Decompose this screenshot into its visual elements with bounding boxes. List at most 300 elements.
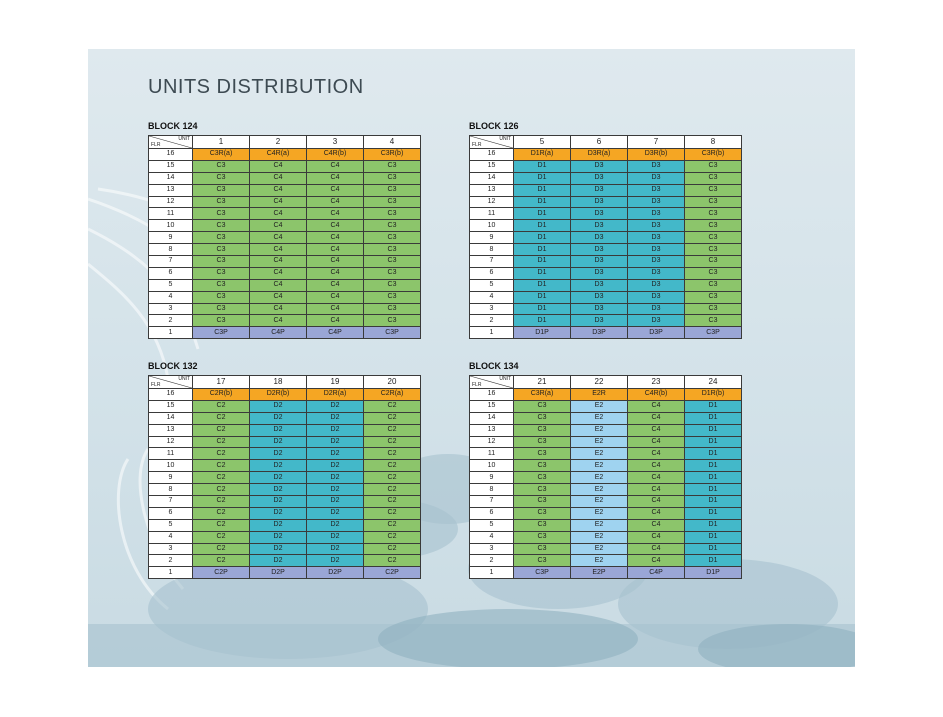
unit-type-cell: C2 — [193, 436, 250, 448]
floor-number-cell: 15 — [470, 400, 514, 412]
unit-label: UNIT — [499, 136, 511, 142]
floor-row — [470, 519, 742, 531]
unit-type-cell: C2 — [364, 496, 421, 508]
unit-type-cell: D2 — [307, 484, 364, 496]
unit-type-cell: C4 — [307, 172, 364, 184]
floor-row — [470, 496, 742, 508]
floor-number-cell: 11 — [149, 208, 193, 220]
unit-type-cell: C3 — [514, 448, 571, 460]
floor-row — [149, 460, 421, 472]
floor-number-cell: 14 — [470, 172, 514, 184]
unit-type-cell: C3 — [364, 184, 421, 196]
floor-number-cell: 8 — [149, 484, 193, 496]
block-title: BLOCK 124 — [148, 121, 198, 131]
floor-number-cell: 16 — [149, 149, 193, 161]
unit-type-cell: D2 — [250, 519, 307, 531]
unit-type-cell: C2 — [364, 412, 421, 424]
unit-type-cell: C3 — [514, 496, 571, 508]
unit-type-cell: C2 — [364, 400, 421, 412]
floor-number-cell: 5 — [149, 519, 193, 531]
floor-row — [149, 327, 421, 339]
unit-type-cell: E2 — [571, 424, 628, 436]
floor-row — [470, 184, 742, 196]
unit-type-cell: C2 — [193, 543, 250, 555]
unit-type-cell: E2 — [571, 555, 628, 567]
unit-type-cell: D2 — [250, 460, 307, 472]
floor-row — [470, 424, 742, 436]
unit-type-cell: D1 — [514, 267, 571, 279]
unit-type-cell: D2R(a) — [307, 389, 364, 401]
unit-type-cell: C3 — [364, 172, 421, 184]
floor-number-cell: 9 — [470, 232, 514, 244]
unit-type-cell: D3 — [628, 267, 685, 279]
unit-type-cell: D3 — [571, 291, 628, 303]
block-126 — [469, 121, 742, 339]
floor-number-cell: 10 — [470, 460, 514, 472]
unit-number-header: 5 — [514, 136, 571, 149]
unit-type-cell: E2R — [571, 389, 628, 401]
floor-row — [149, 555, 421, 567]
unit-type-cell: D2 — [307, 424, 364, 436]
floor-number-cell: 6 — [149, 507, 193, 519]
floor-row — [470, 267, 742, 279]
unit-type-cell: D1 — [685, 531, 742, 543]
unit-type-cell: C4R(a) — [250, 149, 307, 161]
floor-row — [149, 303, 421, 315]
unit-type-cell: C3 — [685, 256, 742, 268]
floor-row — [470, 484, 742, 496]
floor-number-cell: 2 — [149, 315, 193, 327]
unit-type-cell: C3P — [685, 327, 742, 339]
unit-type-cell: C3 — [685, 279, 742, 291]
unit-type-cell: C4 — [307, 196, 364, 208]
unit-type-cell: C4 — [307, 232, 364, 244]
unit-type-cell: E2 — [571, 543, 628, 555]
unit-type-cell: D1 — [514, 160, 571, 172]
unit-type-cell: D1 — [514, 291, 571, 303]
unit-type-cell: D1R(a) — [514, 149, 571, 161]
unit-type-cell: C4 — [307, 279, 364, 291]
unit-type-cell: C3 — [364, 315, 421, 327]
unit-number-header: 2 — [250, 136, 307, 149]
unit-number-header: 1 — [193, 136, 250, 149]
unit-type-cell: E2 — [571, 531, 628, 543]
unit-type-cell: C4 — [307, 267, 364, 279]
page-title: UNITS DISTRIBUTION — [148, 76, 364, 98]
unit-distribution-table — [469, 375, 742, 579]
unit-type-cell: D1 — [685, 484, 742, 496]
unit-type-cell: C4 — [628, 543, 685, 555]
unit-type-cell: C4 — [628, 436, 685, 448]
floor-row — [470, 291, 742, 303]
floor-label: FLR — [472, 382, 482, 388]
floor-number-cell: 4 — [149, 291, 193, 303]
unit-type-cell: C4 — [250, 267, 307, 279]
unit-type-cell: E2 — [571, 496, 628, 508]
unit-type-cell: C3 — [364, 208, 421, 220]
unit-type-cell: D2 — [250, 507, 307, 519]
floor-row — [470, 543, 742, 555]
floor-row — [149, 184, 421, 196]
floor-number-cell: 8 — [149, 244, 193, 256]
unit-type-cell: C2 — [364, 543, 421, 555]
unit-number-header: 8 — [685, 136, 742, 149]
floor-row — [149, 279, 421, 291]
unit-type-cell: C3 — [364, 279, 421, 291]
unit-type-cell: D1 — [514, 172, 571, 184]
unit-type-cell: D2 — [250, 496, 307, 508]
floor-row — [470, 567, 742, 579]
floor-number-cell: 15 — [470, 160, 514, 172]
unit-type-cell: D3 — [628, 315, 685, 327]
unit-type-cell: C3 — [364, 267, 421, 279]
unit-type-cell: D2 — [250, 412, 307, 424]
unit-type-cell: C4P — [250, 327, 307, 339]
floor-row — [149, 196, 421, 208]
unit-number-header: 4 — [364, 136, 421, 149]
floor-number-cell: 15 — [149, 160, 193, 172]
unit-type-cell: D3 — [628, 232, 685, 244]
unit-type-cell: C3R(b) — [685, 149, 742, 161]
unit-type-cell: D3 — [571, 184, 628, 196]
floor-number-cell: 14 — [149, 412, 193, 424]
unit-type-cell: D1 — [514, 232, 571, 244]
floor-number-cell: 12 — [470, 436, 514, 448]
unit-type-cell: D2 — [250, 472, 307, 484]
unit-type-cell: D3 — [571, 196, 628, 208]
unit-type-cell: C2 — [364, 519, 421, 531]
unit-type-cell: E2 — [571, 412, 628, 424]
unit-type-cell: C3 — [685, 184, 742, 196]
unit-type-cell: C2P — [193, 567, 250, 579]
floor-number-cell: 7 — [149, 256, 193, 268]
unit-type-cell: C4 — [250, 291, 307, 303]
unit-type-cell: C3 — [514, 543, 571, 555]
floor-number-cell: 1 — [149, 567, 193, 579]
unit-type-cell: D3 — [628, 256, 685, 268]
unit-type-cell: C2 — [364, 555, 421, 567]
unit-type-cell: E2 — [571, 519, 628, 531]
unit-type-cell: D3 — [571, 220, 628, 232]
unit-number-header: 17 — [193, 376, 250, 389]
unit-type-cell: D1 — [685, 460, 742, 472]
floor-number-cell: 12 — [149, 196, 193, 208]
unit-type-cell: C3 — [514, 400, 571, 412]
unit-distribution-table — [469, 135, 742, 339]
floor-row — [149, 448, 421, 460]
unit-type-cell: D1 — [514, 244, 571, 256]
unit-type-cell: C2 — [193, 496, 250, 508]
unit-type-cell: C2 — [193, 448, 250, 460]
block-132 — [148, 361, 421, 579]
unit-type-cell: C3 — [514, 460, 571, 472]
unit-type-cell: D1 — [685, 555, 742, 567]
unit-type-cell: C3 — [685, 291, 742, 303]
floor-unit-corner-cell — [149, 376, 193, 389]
unit-number-header: 18 — [250, 376, 307, 389]
unit-type-cell: C2 — [364, 484, 421, 496]
unit-type-cell: C3 — [514, 472, 571, 484]
floor-row — [470, 244, 742, 256]
block-124 — [148, 121, 421, 339]
unit-type-cell: D1 — [685, 543, 742, 555]
unit-type-cell: C2 — [193, 555, 250, 567]
floor-row — [149, 232, 421, 244]
floor-number-cell: 13 — [470, 184, 514, 196]
unit-type-cell: C4 — [628, 496, 685, 508]
floor-row — [470, 555, 742, 567]
floor-number-cell: 2 — [470, 555, 514, 567]
unit-type-cell: D1 — [514, 220, 571, 232]
unit-type-cell: D1 — [685, 519, 742, 531]
unit-type-cell: C3 — [193, 303, 250, 315]
unit-type-cell: D2R(b) — [250, 389, 307, 401]
unit-type-cell: C4 — [307, 244, 364, 256]
floor-number-cell: 8 — [470, 244, 514, 256]
unit-type-cell: D1 — [685, 507, 742, 519]
floor-row — [149, 412, 421, 424]
floor-row — [149, 400, 421, 412]
unit-type-cell: D2 — [250, 484, 307, 496]
unit-type-cell: C4P — [307, 327, 364, 339]
unit-type-cell: D3R(a) — [571, 149, 628, 161]
unit-type-cell: C4 — [250, 160, 307, 172]
floor-row — [149, 472, 421, 484]
unit-type-cell: D1 — [514, 303, 571, 315]
unit-number-header: 22 — [571, 376, 628, 389]
unit-type-cell: C4 — [628, 555, 685, 567]
floor-number-cell: 11 — [149, 448, 193, 460]
unit-type-cell: C3 — [193, 208, 250, 220]
unit-type-cell: C2R(a) — [364, 389, 421, 401]
floor-row — [149, 567, 421, 579]
unit-type-cell: C3 — [514, 555, 571, 567]
floor-number-cell: 4 — [470, 291, 514, 303]
unit-type-cell: C4 — [250, 315, 307, 327]
floor-row — [470, 315, 742, 327]
unit-type-cell: D2 — [307, 448, 364, 460]
unit-type-cell: D3P — [628, 327, 685, 339]
floor-row — [470, 303, 742, 315]
floor-number-cell: 6 — [470, 267, 514, 279]
floor-number-cell: 9 — [149, 232, 193, 244]
unit-type-cell: C3 — [364, 160, 421, 172]
unit-number-header: 7 — [628, 136, 685, 149]
unit-type-cell: C3 — [193, 220, 250, 232]
unit-type-cell: D3 — [571, 256, 628, 268]
unit-type-cell: D3 — [571, 244, 628, 256]
floor-number-cell: 16 — [149, 389, 193, 401]
floor-row — [470, 279, 742, 291]
unit-type-cell: C3 — [193, 244, 250, 256]
unit-type-cell: C4 — [250, 184, 307, 196]
unit-number-header: 3 — [307, 136, 364, 149]
unit-type-cell: E2 — [571, 472, 628, 484]
unit-type-cell: C4P — [628, 567, 685, 579]
unit-number-header: 20 — [364, 376, 421, 389]
brochure-page — [88, 49, 855, 667]
unit-type-cell: C4 — [307, 315, 364, 327]
unit-type-cell: C3 — [514, 424, 571, 436]
floor-number-cell: 16 — [470, 389, 514, 401]
unit-type-cell: C3 — [685, 267, 742, 279]
unit-number-header: 23 — [628, 376, 685, 389]
floor-number-cell: 6 — [470, 507, 514, 519]
floor-row — [470, 196, 742, 208]
floor-row — [149, 389, 421, 401]
unit-type-cell: C2 — [193, 424, 250, 436]
unit-type-cell: D2 — [250, 531, 307, 543]
floor-row — [470, 400, 742, 412]
block-134 — [469, 361, 742, 579]
floor-number-cell: 2 — [470, 315, 514, 327]
unit-type-cell: C2 — [364, 531, 421, 543]
unit-type-cell: C3 — [685, 172, 742, 184]
floor-row — [470, 389, 742, 401]
floor-number-cell: 5 — [470, 279, 514, 291]
unit-type-cell: D2P — [250, 567, 307, 579]
unit-type-cell: D2 — [307, 531, 364, 543]
unit-type-cell: D2 — [250, 400, 307, 412]
floor-label: FLR — [151, 382, 161, 388]
floor-number-cell: 7 — [149, 496, 193, 508]
unit-type-cell: D1 — [514, 196, 571, 208]
unit-label: UNIT — [178, 136, 190, 142]
floor-number-cell: 5 — [149, 279, 193, 291]
unit-type-cell: D2 — [307, 436, 364, 448]
floor-number-cell: 13 — [470, 424, 514, 436]
floor-row — [149, 149, 421, 161]
floor-row — [149, 208, 421, 220]
unit-type-cell: C4 — [628, 448, 685, 460]
unit-type-cell: C4 — [628, 400, 685, 412]
floor-row — [470, 412, 742, 424]
unit-type-cell: C2 — [364, 460, 421, 472]
unit-type-cell: C3 — [685, 315, 742, 327]
floor-number-cell: 3 — [149, 543, 193, 555]
unit-type-cell: C3 — [514, 484, 571, 496]
unit-type-cell: C2 — [193, 400, 250, 412]
floor-row — [149, 220, 421, 232]
block-title: BLOCK 132 — [148, 361, 198, 371]
unit-type-cell: C4 — [307, 184, 364, 196]
unit-type-cell: C3 — [193, 184, 250, 196]
floor-row — [149, 496, 421, 508]
unit-type-cell: D3 — [628, 291, 685, 303]
unit-type-cell: C4 — [628, 424, 685, 436]
block-title: BLOCK 126 — [469, 121, 519, 131]
unit-type-cell: C4 — [250, 172, 307, 184]
unit-type-cell: C3 — [193, 315, 250, 327]
floor-number-cell: 3 — [470, 303, 514, 315]
unit-type-cell: C4 — [250, 256, 307, 268]
unit-type-cell: D2 — [307, 400, 364, 412]
floor-number-cell: 10 — [470, 220, 514, 232]
unit-type-cell: E2 — [571, 436, 628, 448]
unit-type-cell: C3R(b) — [364, 149, 421, 161]
floor-number-cell: 12 — [470, 196, 514, 208]
unit-type-cell: D3 — [571, 232, 628, 244]
floor-row — [470, 507, 742, 519]
floor-number-cell: 2 — [149, 555, 193, 567]
unit-type-cell: C3R(a) — [193, 149, 250, 161]
unit-type-cell: C2 — [193, 412, 250, 424]
unit-type-cell: D1P — [514, 327, 571, 339]
unit-type-cell: C4R(b) — [628, 389, 685, 401]
floor-unit-corner-cell — [149, 136, 193, 149]
unit-type-cell: C3 — [514, 507, 571, 519]
unit-type-cell: C4R(b) — [307, 149, 364, 161]
unit-type-cell: D3P — [571, 327, 628, 339]
unit-type-cell: C3 — [193, 160, 250, 172]
unit-label: UNIT — [178, 376, 190, 382]
unit-type-cell: C2 — [193, 472, 250, 484]
unit-type-cell: D1 — [685, 496, 742, 508]
unit-type-cell: E2 — [571, 507, 628, 519]
unit-type-cell: C2 — [193, 484, 250, 496]
floor-unit-corner-cell — [470, 376, 514, 389]
unit-type-cell: C4 — [628, 412, 685, 424]
unit-type-cell: C4 — [628, 507, 685, 519]
unit-type-cell: C4 — [307, 208, 364, 220]
unit-type-cell: D3R(b) — [628, 149, 685, 161]
unit-type-cell: E2 — [571, 460, 628, 472]
unit-label: UNIT — [499, 376, 511, 382]
unit-type-cell: C3 — [364, 291, 421, 303]
unit-type-cell: C4 — [250, 279, 307, 291]
unit-number-header: 6 — [571, 136, 628, 149]
unit-type-cell: C3P — [193, 327, 250, 339]
floor-number-cell: 9 — [149, 472, 193, 484]
unit-type-cell: D1P — [685, 567, 742, 579]
unit-type-cell: D3 — [571, 279, 628, 291]
unit-type-cell: C4 — [250, 244, 307, 256]
floor-number-cell: 6 — [149, 267, 193, 279]
floor-number-cell: 4 — [149, 531, 193, 543]
unit-type-cell: D1 — [514, 279, 571, 291]
unit-type-cell: D2 — [307, 472, 364, 484]
unit-type-cell: D1 — [514, 315, 571, 327]
unit-type-cell: C2 — [193, 507, 250, 519]
floor-row — [470, 436, 742, 448]
unit-type-cell: D2 — [307, 507, 364, 519]
unit-type-cell: C3 — [685, 208, 742, 220]
unit-type-cell: D3 — [628, 172, 685, 184]
floor-row — [149, 484, 421, 496]
floor-number-cell: 13 — [149, 184, 193, 196]
unit-type-cell: D1R(b) — [685, 389, 742, 401]
floor-row — [470, 220, 742, 232]
floor-number-cell: 11 — [470, 448, 514, 460]
unit-type-cell: C3 — [193, 196, 250, 208]
unit-type-cell: C4 — [307, 303, 364, 315]
unit-type-cell: D2 — [250, 424, 307, 436]
floor-number-cell: 10 — [149, 460, 193, 472]
unit-type-cell: D3 — [628, 279, 685, 291]
unit-type-cell: C3 — [514, 519, 571, 531]
unit-type-cell: C2 — [364, 448, 421, 460]
floor-row — [149, 256, 421, 268]
floor-row — [470, 149, 742, 161]
floor-number-cell: 1 — [470, 567, 514, 579]
unit-type-cell: C3 — [514, 412, 571, 424]
floor-number-cell: 13 — [149, 424, 193, 436]
unit-type-cell: C3 — [193, 267, 250, 279]
floor-row — [149, 424, 421, 436]
unit-type-cell: C3 — [193, 291, 250, 303]
unit-number-header: 21 — [514, 376, 571, 389]
floor-row — [149, 244, 421, 256]
